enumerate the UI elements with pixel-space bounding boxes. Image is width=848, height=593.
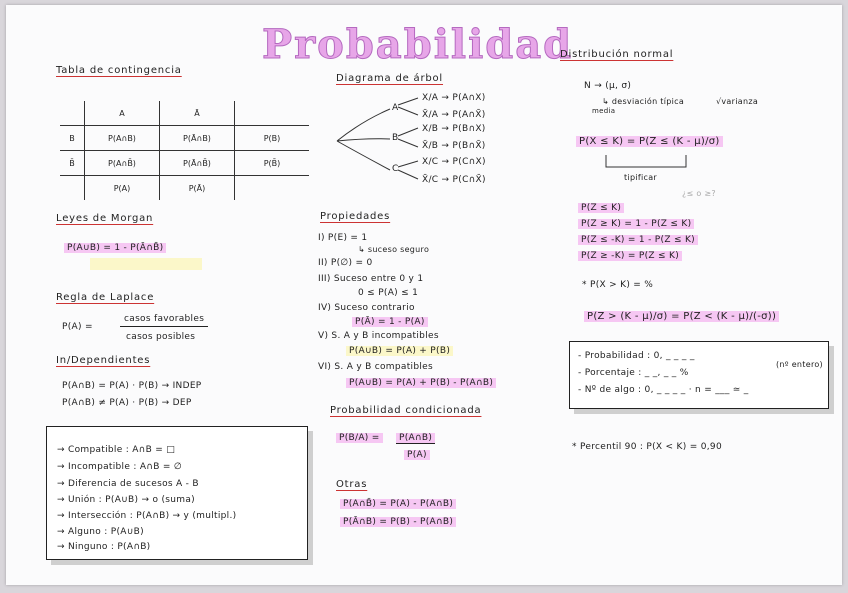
table-cell bbox=[235, 101, 310, 126]
normal-heading: Distribución normal bbox=[560, 49, 674, 60]
notes-sheet bbox=[6, 5, 842, 585]
table-cell: P(A∩B) bbox=[85, 126, 160, 151]
tree-heading: Diagrama de árbol bbox=[336, 73, 444, 84]
contingency-heading: Tabla de contingencia bbox=[56, 65, 182, 76]
laplace-numerator: casos favorables bbox=[120, 314, 208, 327]
independence-heading: In/Dependientes bbox=[56, 355, 151, 366]
property-item: VI) S. A y B compatibles bbox=[318, 362, 433, 372]
property-item: P(A∪B) = P(A) + P(B) bbox=[346, 346, 453, 356]
table-row bbox=[60, 101, 309, 126]
conditional-numerator: P(A∩B) bbox=[396, 433, 435, 443]
normal-varianza: √varianza bbox=[716, 97, 759, 106]
normal-list-item: P(Z ≥ -K) = P(Z ≤ K) bbox=[578, 251, 682, 261]
table-cell: P(Ā∩B) bbox=[160, 126, 235, 151]
property-item: P(Ā) = 1 - P(A) bbox=[352, 317, 428, 327]
percentile-line: * Percentil 90 : P(X < K) = 0,90 bbox=[572, 442, 722, 452]
tree-leaf: X̄/B → P(B∩X̄) bbox=[422, 141, 486, 151]
property-item: ↳ suceso seguro bbox=[358, 245, 430, 254]
tipificar-bracket bbox=[602, 153, 692, 173]
independence-line-2: P(A∩B) ≠ P(A) · P(B) → DEP bbox=[62, 398, 192, 408]
property-item: P(A∪B) = P(A) + P(B) - P(A∩B) bbox=[346, 378, 496, 388]
glossary-item: → Diferencia de sucesos A - B bbox=[57, 479, 199, 489]
tree-leaf: X̄/A → P(A∩X̄) bbox=[422, 110, 486, 120]
normal-notation: N → (μ, σ) bbox=[584, 81, 632, 91]
glossary-item: → Alguno : P(A∪B) bbox=[57, 527, 144, 537]
highlight-mark bbox=[90, 258, 202, 270]
contingency-table bbox=[60, 101, 309, 200]
page-title: Probabilidad bbox=[262, 21, 574, 68]
property-item: 0 ≤ P(A) ≤ 1 bbox=[358, 288, 419, 298]
property-item: II) P(∅) = 0 bbox=[318, 258, 373, 268]
normal-star-line: * P(X > K) = % bbox=[582, 280, 654, 290]
morgan-heading: Leyes de Morgan bbox=[56, 213, 154, 224]
independence-line-1: P(A∩B) = P(A) · P(B) → INDEP bbox=[62, 381, 202, 391]
tree-node-c: C bbox=[392, 164, 399, 174]
tree-node-a: A bbox=[392, 103, 399, 113]
laplace-denominator: casos posibles bbox=[126, 332, 196, 342]
table-cell bbox=[60, 176, 85, 201]
table-cell: B̄ bbox=[60, 151, 85, 176]
table-cell: B bbox=[60, 126, 85, 151]
property-item: V) S. A y B incompatibles bbox=[318, 331, 439, 341]
property-item: III) Suceso entre 0 y 1 bbox=[318, 274, 424, 284]
table-cell: A bbox=[85, 101, 160, 126]
normal-list-item: P(Z ≥ K) = 1 - P(Z ≤ K) bbox=[578, 219, 694, 229]
result-note: (nº entero) bbox=[776, 360, 823, 369]
glossary-item: → Compatible : A∩B = □ bbox=[57, 445, 176, 455]
others-line-1: P(A∩B̄) = P(A) - P(A∩B) bbox=[340, 499, 456, 509]
others-heading: Otras bbox=[336, 479, 368, 490]
table-row bbox=[60, 126, 309, 151]
glossary-item: → Intersección : P(A∩B) → y (multipl.) bbox=[57, 511, 237, 521]
result-box bbox=[569, 341, 829, 409]
result-line: - Porcentaje : _ _, _ _ % bbox=[578, 368, 689, 378]
table-cell: P(Ā) bbox=[160, 176, 235, 201]
conditional-lhs: P(B/A) = bbox=[336, 433, 383, 443]
table-cell: P(Ā∩B̄) bbox=[160, 151, 235, 176]
property-item: IV) Suceso contrario bbox=[318, 303, 415, 313]
normal-small-note: ¿≤ o ≥? bbox=[682, 189, 716, 198]
tree-branches bbox=[332, 93, 432, 191]
others-line-2: P(Ā∩B) = P(B) - P(A∩B) bbox=[340, 517, 456, 527]
normal-list-item: P(Z ≤ -K) = 1 - P(Z ≤ K) bbox=[578, 235, 698, 245]
morgan-formula: P(A∪B) = 1 - P(Ā∩B̄) bbox=[64, 243, 166, 253]
table-cell bbox=[235, 176, 310, 201]
conditional-heading: Probabilidad condicionada bbox=[330, 405, 482, 416]
table-cell: P(B) bbox=[235, 126, 310, 151]
table-row bbox=[60, 176, 309, 201]
normal-list-item: P(Z ≤ K) bbox=[578, 203, 624, 213]
laplace-lhs: P(A) = bbox=[62, 322, 93, 332]
properties-heading: Propiedades bbox=[320, 211, 391, 222]
tree-node-b: B bbox=[392, 133, 399, 143]
glossary-box bbox=[46, 426, 308, 560]
result-line: - Probabilidad : 0, _ _ _ _ bbox=[578, 351, 695, 361]
normal-big-formula: P(Z > (K - μ)/σ) = P(Z < (K - μ)/(-σ)) bbox=[584, 311, 779, 322]
property-item: I) P(E) = 1 bbox=[318, 233, 368, 243]
glossary-item: → Unión : P(A∪B) → o (suma) bbox=[57, 495, 195, 505]
normal-desv: ↳ desviación típica bbox=[602, 97, 685, 106]
table-row bbox=[60, 151, 309, 176]
table-cell: P(A∩B̄) bbox=[85, 151, 160, 176]
tree-leaf: X/C → P(C∩X) bbox=[422, 157, 486, 167]
glossary-item: → Ninguno : P(A∩B) bbox=[57, 542, 151, 552]
table-cell: P(A) bbox=[85, 176, 160, 201]
tree-leaf: X/B → P(B∩X) bbox=[422, 124, 486, 134]
laplace-heading: Regla de Laplace bbox=[56, 292, 155, 303]
tree-leaf: X/A → P(A∩X) bbox=[422, 93, 486, 103]
tree-leaf: X̄/C → P(C∩X̄) bbox=[422, 175, 486, 185]
glossary-item: → Incompatible : A∩B = ∅ bbox=[57, 462, 182, 472]
conditional-denominator: P(A) bbox=[404, 450, 430, 460]
table-cell: P(B̄) bbox=[235, 151, 310, 176]
table-cell: Ā bbox=[160, 101, 235, 126]
result-line: - Nº de algo : 0, _ _ _ _ · n = ___ ≃ _ bbox=[578, 385, 749, 395]
normal-media: media bbox=[592, 107, 616, 115]
normal-tipificar: tipificar bbox=[624, 173, 657, 182]
normal-main-formula: P(X ≤ K) = P(Z ≤ (K - μ)/σ) bbox=[576, 136, 723, 147]
